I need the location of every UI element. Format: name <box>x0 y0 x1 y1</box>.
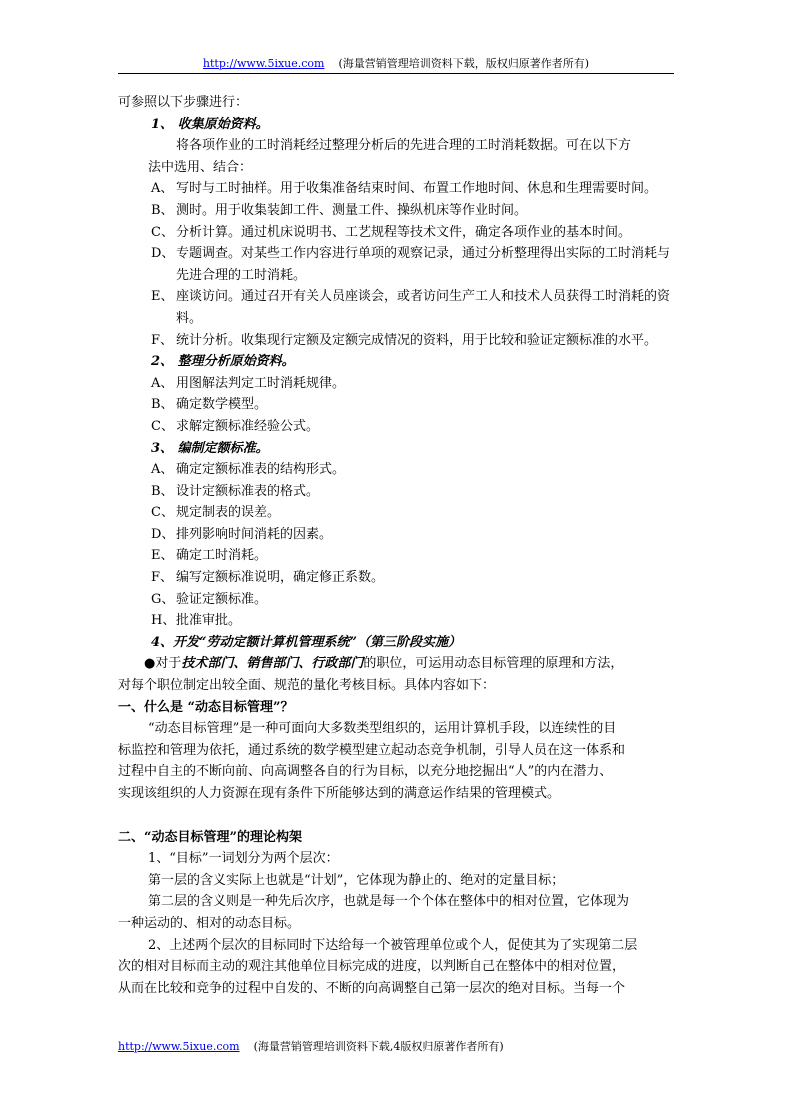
list-item-text: 设计定额标准表的格式。 <box>176 483 320 499</box>
list-item-marker: H、 <box>151 613 176 629</box>
page-footer <box>118 1040 504 1054</box>
section-3-list <box>118 459 674 632</box>
list-item <box>118 524 674 546</box>
list-item <box>118 567 674 589</box>
list-item-marker: G、 <box>151 591 175 607</box>
section-4-line2: 对每个职位制定出较全面、规范的量化考核目标。具体内容如下： <box>118 678 496 694</box>
list-item-text: 排列影响时间消耗的因素。 <box>176 526 333 542</box>
part-2-line: 2、上述两个层次的目标同时下达给每一个被管理单位或个人，促使其为了实现第二层 <box>148 937 638 953</box>
list-item-text: 测时。用于收集装卸工件、测量工件、操纵机床等作业时间。 <box>176 202 528 218</box>
list-item-text: 求解定额标准经验公式。 <box>176 418 320 434</box>
part-1-para-line: 过程中自主的不断向前、向高调整各自的行为目标，以充分地挖掘出“人”的内在潜力、 <box>118 764 613 780</box>
bullet-prefix: ●对于 <box>144 656 182 672</box>
list-item-marker: B、 <box>151 397 174 413</box>
list-item-marker: E、 <box>151 548 174 564</box>
list-item-marker: B、 <box>151 483 174 499</box>
list-item-text: 确定定额标准表的结构形式。 <box>176 462 346 478</box>
list-item <box>118 330 674 352</box>
part-2-line: 第二层的含义则是一种先后次序，也就是每一个个体在整体中的相对位置，它体现为 <box>148 894 630 910</box>
list-item-text: 专题调查。对某些工作内容进行单项的观察记录，通过分析整理得出实际的工时消耗与先进合理的工时消耗。 <box>176 246 671 283</box>
list-item-marker: F、 <box>151 332 174 348</box>
part-2-line: 第一层的含义实际上也就是“计划”，它体现为静止的、绝对的定量目标； <box>148 872 565 888</box>
footer-link[interactable]: http://www.5ixue.com <box>118 1040 240 1053</box>
part-2-heading: 二、“动态目标管理”的理论构架 <box>118 829 302 845</box>
list-item-marker: B、 <box>151 202 174 218</box>
bullet-departments: 技术部门、销售部门、行政部门 <box>181 656 364 672</box>
list-item <box>118 200 674 222</box>
section-1-list <box>118 178 674 351</box>
list-item-marker: A、 <box>151 375 174 391</box>
list-item-text: 确定工时消耗。 <box>176 548 268 564</box>
section-2-list <box>118 373 674 438</box>
list-item-marker: E、 <box>151 289 174 305</box>
list-item-marker: F、 <box>151 570 174 586</box>
list-item-text: 规定制表的误差。 <box>176 505 281 521</box>
list-item <box>118 502 674 524</box>
list-item <box>118 545 674 567</box>
list-item-marker: C、 <box>151 505 174 521</box>
list-item-marker: A、 <box>151 181 174 197</box>
list-item-text: 写时与工时抽样。用于收集准备结束时间、布置工作地时间、休息和生理需要时间。 <box>176 181 658 197</box>
section-4-heading: 4、开发“劳动定额计算机管理系统”（第三阶段实施） <box>151 634 462 650</box>
footer-note: (海量营销管理培训资料下载,4版权归原著作者所有) <box>253 1040 504 1053</box>
section-3-heading: 3、 编制定额标准。 <box>151 440 269 456</box>
list-item-text: 分析计算。通过机床说明书、工艺规程等技术文件，确定各项作业的基本时间。 <box>176 224 632 240</box>
part-1-para-line: 实现该组织的人力资源在现有条件下所能够达到的满意运作结果的管理模式。 <box>118 786 561 801</box>
list-item <box>118 416 674 438</box>
list-item <box>118 286 674 329</box>
page-header <box>0 57 792 71</box>
intro-text: 可参照以下步骤进行： <box>118 95 249 110</box>
part-1-para-line: 标监控和管理为依托，通过系统的数学模型建立起动态竞争机制，引导人员在这一体系和 <box>118 742 626 758</box>
part-2-line: 一种运动的、相对的动态目标。 <box>118 915 301 931</box>
part-1-heading: 一、什么是 “动态目标管理”？ <box>118 699 294 715</box>
list-item <box>118 459 674 481</box>
header-note: (海量营销管理培训资料下载，版权归原著作者所有) <box>338 57 590 70</box>
list-item-marker: C、 <box>151 224 174 240</box>
section-1-heading: 1、 收集原始资料。 <box>151 116 269 132</box>
list-item-text: 用图解法判定工时消耗规律。 <box>176 375 346 391</box>
list-item-text: 统计分析。收集现行定额及定额完成情况的资料，用于比较和验证定额标准的水平。 <box>176 332 658 348</box>
list-item-marker: D、 <box>151 246 175 262</box>
list-item <box>118 589 674 611</box>
list-item <box>118 222 674 244</box>
list-item <box>118 610 674 632</box>
spacer <box>118 805 674 827</box>
bullet-rest: 的职位，可运用动态目标管理的原理和方法， <box>363 656 624 672</box>
section-2-heading: 2、 整理分析原始资料。 <box>151 354 295 370</box>
list-item-text: 验证定额标准。 <box>176 591 268 607</box>
list-item <box>118 394 674 416</box>
section-1-desc-cont: 法中选用、结合： <box>148 159 253 175</box>
section-1-desc: 将各项作业的工时消耗经过整理分析后的先进合理的工时消耗数据。可在以下方 <box>176 138 632 154</box>
part-1-para-line: “动态目标管理”是一种可面向大多数类型组织的，运用计算机手段，以连续性的目 <box>148 721 617 737</box>
list-item-text: 批准审批。 <box>176 613 242 629</box>
part-2-line: 从而在比较和竞争的过程中自发的、不断的向高调整自己第一层次的绝对目标。当每一个 <box>118 980 626 996</box>
list-item <box>118 481 674 503</box>
part-2-line: 1、“目标”一词划分为两个层次： <box>148 851 339 867</box>
list-item-text: 编写定额标准说明，确定修正系数。 <box>176 570 385 586</box>
part-2-line: 次的相对目标而主动的观注其他单位目标完成的进度，以判断自己在整体中的相对位置， <box>118 959 626 975</box>
list-item <box>118 178 674 200</box>
list-item-text: 确定数学模型。 <box>176 397 268 413</box>
list-item <box>118 243 674 286</box>
list-item <box>118 373 674 395</box>
header-divider <box>118 73 674 74</box>
section-4-bullet <box>118 653 674 675</box>
document-body <box>118 92 674 999</box>
list-item-marker: D、 <box>151 526 175 542</box>
list-item-marker: A、 <box>151 462 174 478</box>
list-item-marker: C、 <box>151 418 174 434</box>
header-link[interactable]: http://www.5ixue.com <box>202 57 325 70</box>
list-item-text: 座谈访问。通过召开有关人员座谈会，或者访问生产工人和技术人员获得工时消耗的资料。 <box>176 289 671 326</box>
